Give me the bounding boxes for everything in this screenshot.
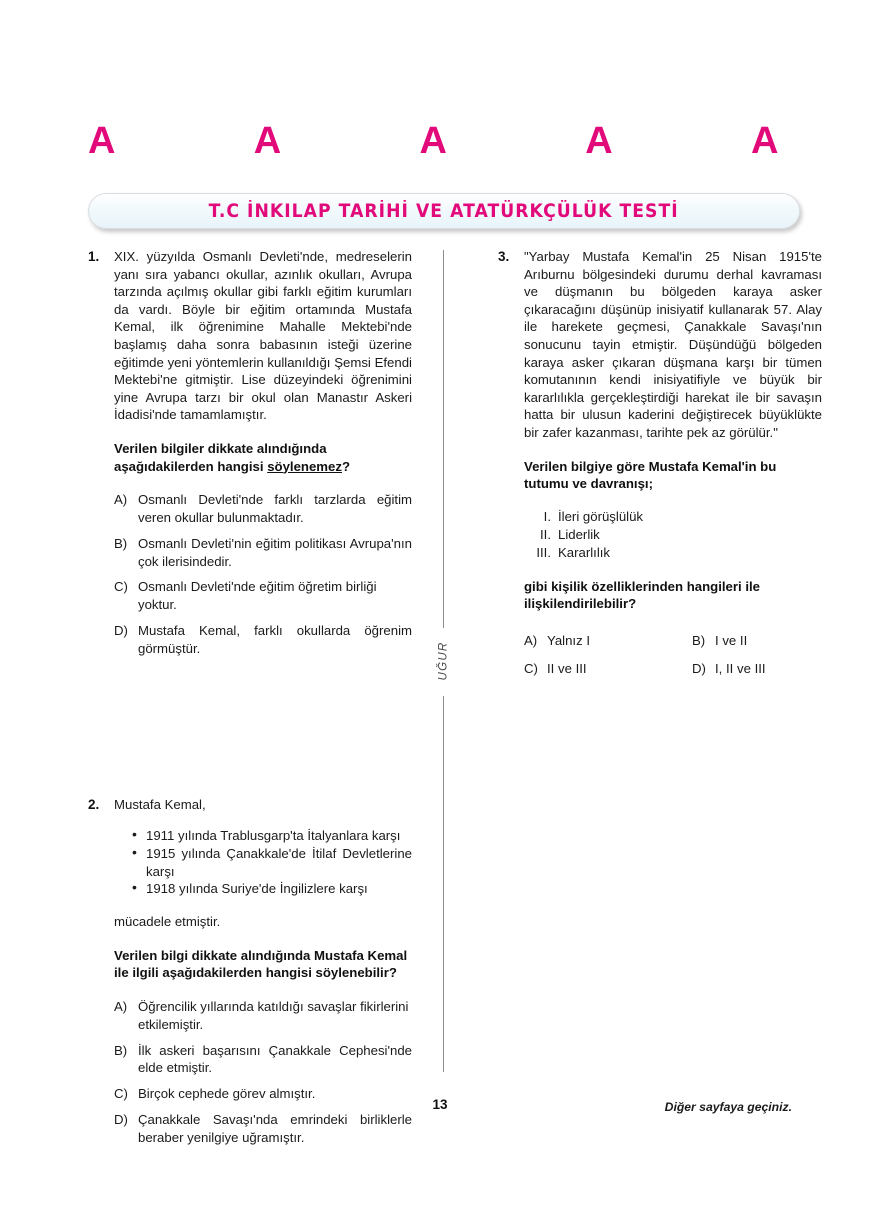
right-column [498, 248, 822, 678]
question-3-head [498, 248, 822, 678]
option-text: Öğrencilik yıllarında katıldığı savaşlar fikirlerini etkilemiştir. [138, 999, 409, 1032]
question-2-number: 2. [88, 796, 100, 812]
list-item: • 1911 yılında Trablusgarp'ta İtalyanlara karşı [132, 827, 412, 845]
question-3-option-c[interactable] [524, 660, 692, 678]
booklet-letter-row [88, 122, 778, 170]
test-title: T.C İNKILAP TARİHİ VE ATATÜRKÇÜLÜK TESTİ [209, 200, 679, 222]
option-letter: B) [114, 1042, 128, 1058]
list-item [524, 526, 822, 544]
question-2-after-bullets: mücadele etmiştir. [114, 914, 221, 930]
option-letter: B) [114, 535, 128, 551]
test-title-banner [88, 193, 800, 229]
roman-numeral: II. [540, 526, 551, 542]
roman-text: İleri görüşlülük [558, 508, 644, 524]
question-1-number: 1. [88, 249, 100, 264]
question-3-number: 3. [498, 249, 510, 264]
option-letter: C) [114, 579, 128, 595]
question-3-option-d[interactable] [692, 660, 822, 678]
question-3-option-b[interactable] [692, 632, 822, 650]
option-text: I ve II [715, 632, 748, 648]
question-3-stem: "Yarbay Mustafa Kemal'in 25 Nisan 1915'te Arıburnu bölgesindeki durumu derhal kavraması ve düşmanın bu bölgeden karaya asker çıkaracağını düşünüp inisiyatif kullanarak 57. Alay ile harekete geçmesi, Çanakkale Savaşı'nın sonucunu tayin etmiştir. Düşündüğü bölgeden karaya asker çıkaran düşmana karşı bir tümen komutanının kendi inisiyatifiyle ve büyük bir kararlılıkla gerçekleştirdiği harekat ile bir savaşın hatta bir ulusun kaderini değiştirecek büyüklükte bir zafer kazanması, tarihte pek az görülür." [524, 249, 822, 440]
question-3 [498, 248, 822, 678]
question-2-option-d[interactable] [114, 1111, 412, 1147]
roman-numeral: III. [536, 544, 551, 560]
question-2-option-a[interactable] [114, 998, 412, 1034]
question-2-bullet-list [114, 827, 412, 898]
option-text: II ve III [547, 660, 587, 676]
left-column [88, 248, 412, 1155]
option-letter: D) [692, 660, 706, 676]
question-2-prompt: Verilen bilgi dikkate alındığında Mustafa Kemal ile ilgili aşağıdakilerden hangisi söylenebilir? [114, 947, 408, 981]
question-1-option-a[interactable] [114, 491, 412, 527]
option-text: İlk askeri başarısını Çanakkale Cephesi'nde elde etmiştir. [138, 1042, 412, 1076]
option-text: Osmanlı Devleti'nin eğitim politikası Avrupa'nın çok ilerisindedir. [138, 535, 412, 569]
page-number: 13 [432, 1097, 448, 1112]
option-letter: A) [114, 492, 128, 508]
booklet-letter: A [419, 120, 447, 162]
question-3-body [524, 248, 822, 678]
roman-text: Kararlılık [558, 544, 611, 560]
option-text: Çanakkale Savaşı'nda emrindeki birliklerle beraber yenilgiye uğramıştır. [138, 1112, 412, 1145]
question-1-stem: XIX. yüzyılda Osmanlı Devleti'nde, medreselerin yanı sıra yabancı okullar, azınlık okulları, Avrupa tarzında açılmış okullar gibi farklı eğitim kurumları da vardı. Böyle bir eğitim ortamında Mustafa Kemal, ilk öğrenimine Mahalle Mektebi'nde başlamış daha sonra babasının isteği üzerine eğitimde yeni yöntemlerin kullanıldığı Şemsi Efendi Mektebi'ne gitmiştir. Lise düzeyindeki öğrenimini yine Avrupa tarzı bir okul olan Manastır Askeri İdadisi'nde tamamlamıştır. [114, 249, 412, 423]
option-letter: B) [692, 632, 706, 648]
option-text: Yalnız I [547, 632, 591, 648]
booklet-letter: A [253, 120, 281, 162]
question-1-prompt-after: ? [341, 458, 351, 474]
question-3-options [524, 632, 822, 678]
question-1-body [114, 248, 412, 666]
question-3-prompt-2: gibi kişilik özelliklerinden hangileri ile ilişkilendirilebilir? [524, 578, 760, 612]
booklet-letter: A [88, 120, 115, 162]
publisher-watermark [429, 630, 459, 692]
roman-text: Liderlik [558, 526, 600, 542]
column-divider-top [443, 250, 444, 628]
option-letter: D) [114, 622, 128, 638]
list-item: • 1915 yılında Çanakkale'de İtilaf Devletlerine karşı [132, 845, 412, 881]
question-1-options [114, 491, 412, 657]
list-item [524, 544, 822, 562]
option-letter: D) [114, 1112, 128, 1128]
option-text: Birçok cephede görev almıştır. [138, 1086, 316, 1102]
question-1-option-d[interactable] [114, 622, 412, 658]
option-text: Osmanlı Devleti'nde farklı tarzlarda eğitim veren okullar bulunmaktadır. [138, 492, 412, 525]
watermark-text: UĞUR [438, 641, 450, 681]
column-divider-bottom [443, 696, 444, 1072]
question-2-options [114, 998, 412, 1147]
question-1-prompt-underlined: söylenemez [267, 458, 342, 474]
question-1-option-b[interactable] [114, 535, 412, 571]
question-3-option-a[interactable] [524, 632, 692, 650]
option-letter: C) [524, 660, 538, 676]
option-letter: A) [114, 999, 128, 1015]
question-2-stem: Mustafa Kemal, [114, 796, 206, 812]
booklet-letter: A [585, 120, 613, 162]
list-item: • 1918 yılında Suriye'de İngilizlere karşı [132, 880, 412, 898]
question-3-prompt: Verilen bilgiye göre Mustafa Kemal'in bu tutumu ve davranışı; [524, 458, 777, 492]
question-1-prompt [114, 440, 412, 475]
footer-note: Diğer sayfaya geçiniz. [664, 1100, 792, 1114]
option-letter: A) [524, 632, 538, 648]
option-text: Mustafa Kemal, farklı okullarda öğrenim görmüştür. [138, 622, 412, 656]
question-3-roman-list [524, 508, 822, 562]
question-1-head [88, 248, 412, 666]
booklet-letter: A [751, 120, 778, 162]
question-1 [88, 248, 412, 666]
roman-numeral: I. [543, 508, 551, 524]
list-item [524, 508, 822, 526]
option-text: I, II ve III [715, 660, 766, 676]
question-1-option-c[interactable] [114, 578, 412, 614]
option-text: Osmanlı Devleti'nde eğitim öğretim birliği yoktur. [138, 579, 377, 613]
option-letter: C) [114, 1086, 128, 1102]
question-2-option-b[interactable] [114, 1042, 412, 1078]
question-1-prompt-before: Verilen bilgiler dikkate alındığında aşağıdakilerden hangisi [114, 440, 327, 474]
